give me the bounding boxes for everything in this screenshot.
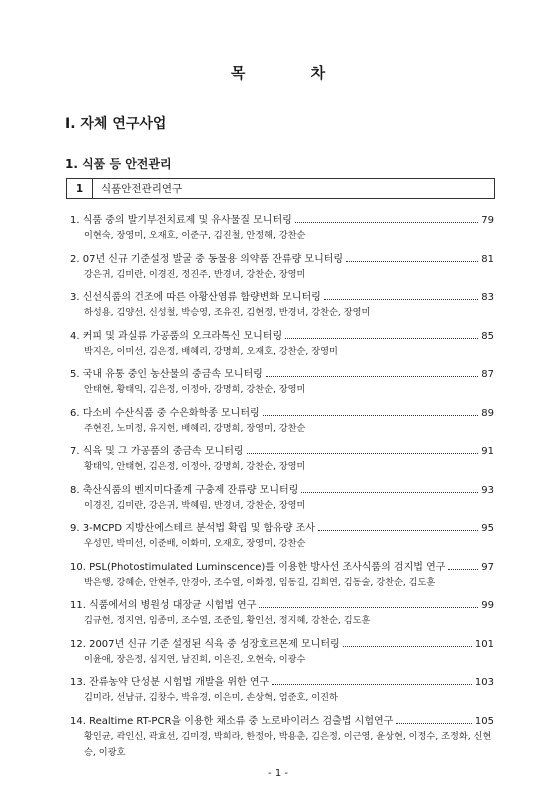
toc-entry-title: 14. Realtime RT-PCR을 이용한 채소류 중 노로바이러스 검출법 시험연구 [70, 715, 394, 727]
toc-entry-page: 101 [474, 638, 494, 650]
toc-entry-title: 12. 2007년 신규 기준 설정된 식육 중 성장호르몬제 모니터링 [70, 638, 340, 650]
toc-entry-authors: 안태현, 황태익, 김은정, 이정아, 강명희, 강찬순, 장영미 [84, 384, 306, 395]
toc-entry-title: 9. 3-MCPD 지방산에스테르 분석법 확립 및 함유량 조사 [70, 523, 315, 534]
leader-dots [295, 214, 478, 223]
part-heading: Ⅰ. 자체 연구사업 [65, 116, 167, 132]
toc-entry-page: 93 [481, 484, 494, 496]
toc-entry[interactable] [0, 365, 556, 404]
toc-entry-title: 4. 커피 및 과실류 가공품의 오크라톡신 모니터링 [70, 330, 283, 342]
leader-dots [343, 638, 472, 647]
section-heading: 1. 식품 등 안전관리 [65, 157, 172, 171]
toc-entry[interactable] [0, 404, 556, 443]
toc-entry-page: 97 [481, 561, 494, 573]
toc-entry-authors: 박지은, 이미선, 김은정, 배혜리, 강명희, 오재호, 강찬순, 장영미 [84, 345, 338, 357]
toc-entry-authors: 김규헌, 정지연, 임종미, 조수열, 조준일, 황인선, 정지혜, 강찬순, 김도훈 [84, 615, 371, 626]
toc-entry-line [70, 558, 494, 573]
toc-entry-page: 79 [481, 215, 494, 226]
leader-dots [272, 676, 472, 685]
toc-entry-title: 3. 신선식품의 건조에 따른 아황산염류 함량변화 모니터링 [70, 292, 321, 303]
toc-entry-page: 105 [474, 715, 494, 727]
toc-entry-title: 8. 축산식품의 벤지미다졸계 구충제 잔류량 모니터링 [70, 484, 299, 496]
toc-entry-title: 6. 다소비 수산식품 중 수은화학종 모니터링 [70, 407, 260, 419]
toc-entry-authors: 이윤애, 장은정, 심지연, 남진희, 이은진, 오현숙, 이광수 [84, 653, 306, 665]
toc-entry-line [70, 365, 494, 380]
toc-entry-page: 85 [481, 330, 494, 342]
toc-entry-title: 2. 07년 신규 기준설정 발굴 중 동물용 의약품 잔류량 모니터링 [70, 253, 344, 265]
toc-entry[interactable] [0, 558, 556, 597]
toc-entry[interactable] [0, 442, 556, 481]
leader-dots [318, 522, 478, 531]
toc-entry[interactable] [0, 596, 556, 635]
toc-entry-authors: 김미라, 선남규, 김창수, 박유경, 이은미, 손상혁, 엄준호, 이진하 [84, 692, 338, 703]
toc-list [0, 211, 556, 758]
toc-entry-line [70, 404, 494, 419]
page-title: 목 차 [230, 64, 356, 82]
toc-entry-authors: 주현진, 노미정, 유지헌, 배혜리, 강명희, 장영미, 강찬순 [84, 422, 306, 434]
toc-entry-title: 7. 식육 및 그 가공품의 중금속 모니터링 [70, 446, 244, 457]
toc-entry-authors: 이경진, 김미란, 강은귀, 박혜림, 반경녀, 강찬순, 장영미 [84, 499, 306, 511]
leader-dots [448, 561, 478, 570]
subsection-box [66, 178, 495, 199]
toc-entry-title: 11. 식품에서의 병원성 대장균 시험법 연구 [70, 600, 257, 611]
toc-entry[interactable] [0, 481, 556, 520]
toc-entry-page: 87 [481, 369, 494, 380]
toc-entry-line [70, 712, 494, 727]
leader-dots [259, 599, 478, 608]
leader-dots [324, 291, 478, 300]
toc-entry[interactable] [0, 712, 556, 758]
toc-entry-title: 10. PSL(Photostimulated Luminscence)를 이용한 방사선 조사식품의 검지법 연구 [70, 561, 446, 573]
toc-entry[interactable] [0, 250, 556, 289]
toc-entry-authors: 하성용, 김양선, 신성철, 박승영, 조유진, 김현정, 반경녀, 강찬순, 장영미 [84, 307, 371, 318]
leader-dots [247, 445, 479, 454]
leader-dots [263, 407, 479, 416]
toc-entry-authors: 황인균, 곽인신, 곽효선, 김미경, 박희라, 한정아, 박용춘, 김은정, 이근영, 윤상현, 이정수, 조정화, 신현승, 이광호 [84, 730, 492, 758]
toc-entry-line [70, 288, 494, 303]
toc-entry-line [70, 596, 494, 611]
toc-entry-line [70, 211, 494, 226]
toc-entry-page: 83 [481, 292, 494, 303]
toc-entry-authors: 이현숙, 장영미, 오재호, 이준구, 김진철, 안정해, 강찬순 [84, 230, 306, 241]
toc-entry-authors: 황태익, 안태현, 김은정, 이정아, 강명희, 강찬순, 장영미 [84, 461, 306, 472]
toc-entry-authors: 우성민, 박미선, 이준배, 이화미, 오재호, 장영미, 강찬순 [84, 538, 306, 549]
page-number: - 1 - [268, 768, 288, 779]
toc-entry-line [70, 635, 494, 650]
toc-entry-title: 1. 식품 중의 발기부전치료제 및 유사물질 모니터링 [70, 215, 292, 226]
leader-dots [396, 715, 472, 724]
toc-entry-page: 95 [481, 523, 494, 534]
toc-entry-page: 81 [481, 253, 494, 265]
toc-entry-title: 5. 국내 유통 중인 농산물의 중금속 모니터링 [70, 369, 263, 380]
toc-entry[interactable] [0, 327, 556, 366]
toc-entry-line [70, 519, 494, 534]
leader-dots [285, 330, 478, 339]
toc-entry-line [70, 327, 494, 342]
toc-entry-title: 13. 잔류농약 단성분 시험법 개발을 위한 연구 [70, 677, 270, 688]
toc-entry-line [70, 442, 494, 457]
toc-entry[interactable] [0, 519, 556, 558]
toc-entry-authors: 강은귀, 김미란, 이경진, 정진주, 반경녀, 강찬순, 장영미 [84, 268, 306, 280]
toc-entry[interactable] [0, 635, 556, 674]
toc-entry-page: 89 [481, 407, 494, 419]
leader-dots [301, 484, 478, 493]
toc-entry[interactable] [0, 211, 556, 250]
toc-entry-page: 91 [481, 446, 494, 457]
leader-dots [346, 253, 478, 262]
toc-entry-line [70, 481, 494, 496]
toc-entry[interactable] [0, 673, 556, 712]
leader-dots [266, 368, 478, 377]
toc-entry[interactable] [0, 288, 556, 327]
toc-entry-page: 103 [474, 677, 494, 688]
subsection-number: 1 [67, 179, 93, 198]
toc-entry-line [70, 250, 494, 265]
toc-entry-page: 99 [481, 600, 494, 611]
toc-entry-line [70, 673, 494, 688]
subsection-label: 식품안전관리연구 [101, 183, 183, 195]
toc-entry-authors: 박은행, 강혜순, 안현주, 안경아, 조수열, 이화정, 임동길, 김희연, 김동술, 강찬순, 김도훈 [84, 576, 436, 588]
